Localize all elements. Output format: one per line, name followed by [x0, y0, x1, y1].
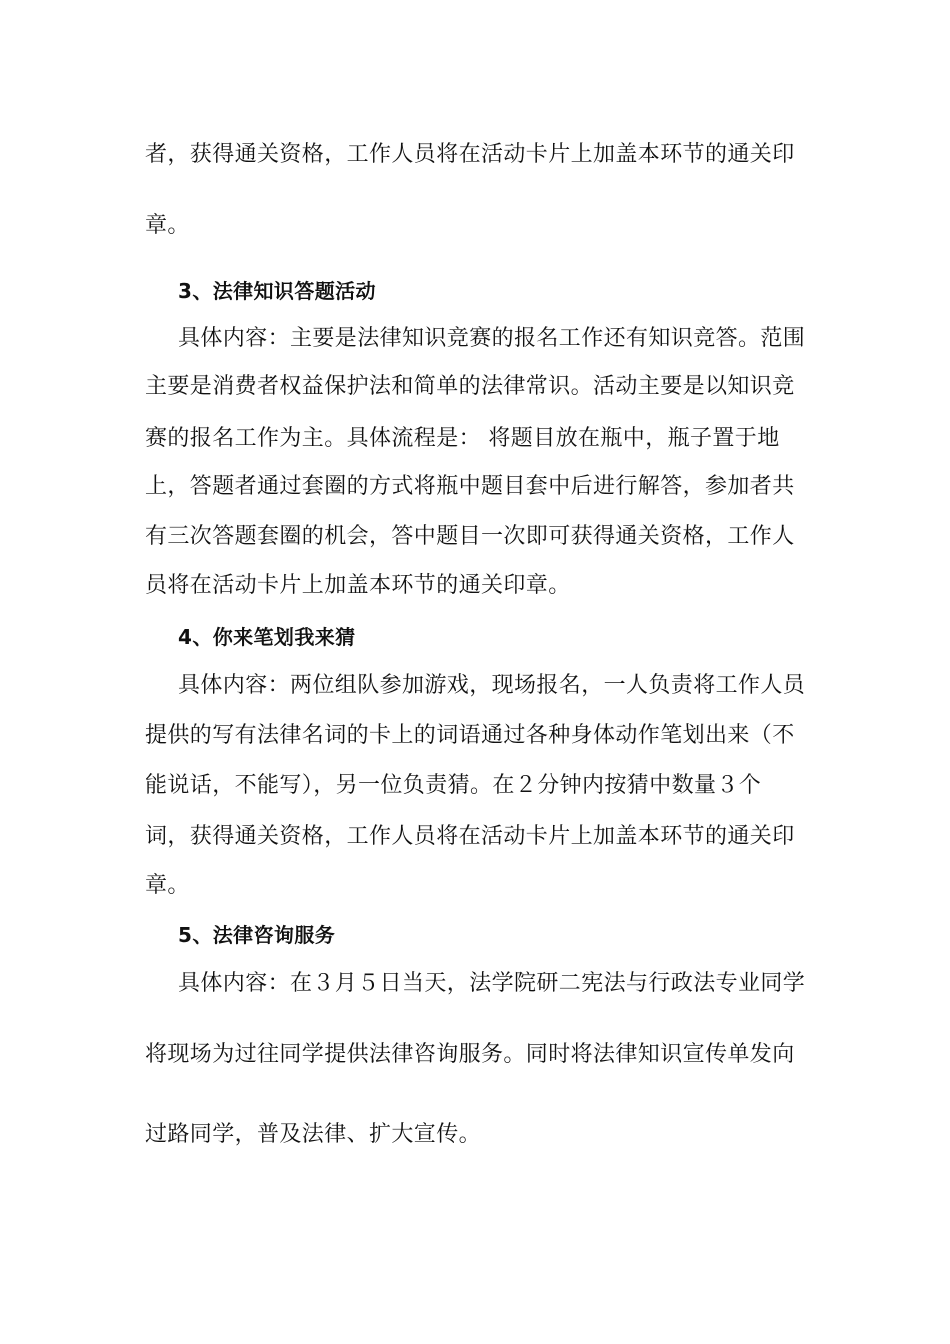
section-3-line-2: 主要是消费者权益保护法和简单的法律常识。活动主要是以知识竞: [145, 374, 795, 399]
section-heading-4: 4、你来笔划我来猜: [178, 625, 356, 649]
section-heading-3: 3、法律知识答题活动: [178, 279, 376, 303]
section-5-line-2: 将现场为过往同学提供法律咨询服务。同时将法律知识宣传单发向: [145, 1042, 795, 1067]
section-4-line-4: 词，获得通关资格，工作人员将在活动卡片上加盖本环节的通关印: [145, 824, 795, 849]
section-heading-5: 5、法律咨询服务: [178, 923, 336, 947]
section-4-line-1: 具体内容：两位组队参加游戏，现场报名，一人负责将工作人员: [178, 673, 806, 698]
section-3-line-3: 赛的报名工作为主。具体流程是： 将题目放在瓶中，瓶子置于地: [145, 426, 780, 451]
section-4-line-3: 能说话，不能写），另一位负责猜。在２分钟内按猜中数量３个: [145, 773, 762, 798]
section-3-line-6: 员将在活动卡片上加盖本环节的通关印章。: [145, 573, 571, 598]
section-5-line-1: 具体内容：在３月５日当天，法学院研二宪法与行政法专业同学: [178, 971, 806, 996]
section-5-line-3: 过路同学，普及法律、扩大宣传。: [145, 1122, 482, 1147]
section-3-line-5: 有三次答题套圈的机会，答中题目一次即可获得通关资格，工作人: [145, 524, 795, 549]
section-3-line-4: 上，答题者通过套圈的方式将瓶中题目套中后进行解答，参加者共: [145, 474, 795, 499]
section-4-line-5: 章。: [145, 873, 190, 898]
section-4-line-2: 提供的写有法律名词的卡上的词语通过各种身体动作笔划出来（不: [145, 723, 795, 748]
section-3-line-1: 具体内容：主要是法律知识竞赛的报名工作还有知识竞答。范围: [178, 326, 806, 351]
intro-line-1: 者，获得通关资格，工作人员将在活动卡片上加盖本环节的通关印: [145, 142, 795, 167]
intro-line-2: 章。: [145, 213, 190, 238]
